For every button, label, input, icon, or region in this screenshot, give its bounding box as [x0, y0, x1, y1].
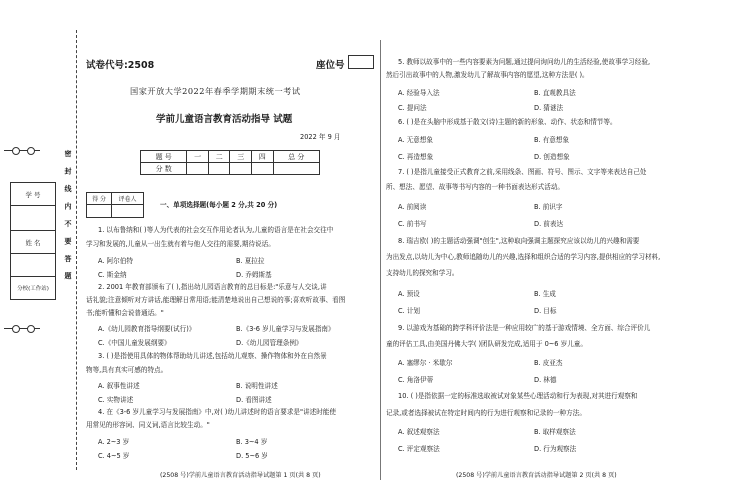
seal-line	[76, 30, 77, 470]
student-info-table	[10, 182, 56, 300]
option-a[interactable]: A. 塞缪尔 · 米歇尔	[398, 359, 453, 367]
score-cell[interactable]	[252, 163, 274, 175]
option-a[interactable]: A. 叙述观察法	[398, 428, 440, 436]
grader-name-label: 评卷人	[112, 193, 144, 205]
course-title: 学前儿童语言教育活动指导 试题	[156, 114, 293, 125]
question-text: 10. ( )是指依据一定的标准选取被试对象某些心理活动和行为表现,对其进行观察和	[398, 392, 638, 400]
option-d[interactable]: D. 创造想象	[534, 153, 570, 161]
option-b[interactable]: B. 夏拉拉	[236, 257, 265, 265]
option-a[interactable]: A. 阿尔伯特	[98, 257, 133, 265]
student-name-label: 姓 名	[11, 231, 56, 254]
option-d[interactable]: D. 看图讲述	[236, 396, 272, 404]
page-footer-right: (2508 号)学前儿童语言教育活动指导试题第 2 页(共 8 页)	[456, 472, 617, 479]
score-cell: 二	[208, 151, 230, 163]
score-table	[140, 150, 320, 175]
grader-score-label: 得 分	[87, 193, 112, 205]
option-a[interactable]: A. 2~3 岁	[98, 438, 130, 446]
score-cell: 总 分	[273, 151, 319, 163]
page-footer-left: (2508 号)学前儿童语言教育活动指导试题第 1 页(共 8 页)	[160, 472, 321, 479]
question-text: 4. 在《3-6 岁儿童学习与发展指南》中,对( )幼儿讲述时的语言要求是"讲述时能使	[98, 408, 337, 416]
question-text: 然后引出故事中的人物,激发幼儿了解故事内容的愿望,这种方法是( )。	[386, 71, 589, 79]
option-d[interactable]: D. 行为观察法	[534, 445, 577, 453]
score-cell: 题 号	[141, 151, 187, 163]
score-cell: 分 数	[141, 163, 187, 175]
question-text: 6. ( )是在头脑中形成基于散文(诗)主题的新的形象、动作、状态和情节等。	[398, 118, 617, 126]
score-cell: 三	[230, 151, 252, 163]
option-c[interactable]: C. 斯金纳	[98, 271, 127, 279]
university-title: 国家开放大学2022年春季学期期末统一考试	[130, 86, 301, 96]
question-text: 5. 教师以故事中的一些内容要素为问题,通过提问询问幼儿的生活经验,使故事学习经验,	[398, 58, 651, 66]
score-cell[interactable]	[208, 163, 230, 175]
option-b[interactable]: B. 皮亚杰	[534, 359, 563, 367]
option-b[interactable]: B. 说明性讲述	[236, 382, 278, 390]
question-text: 童的评估工具,由美国丹佛大学( )团队研发完成,适用于 0~6 岁儿童。	[386, 340, 587, 348]
option-b[interactable]: B. 直观教具法	[534, 89, 576, 97]
score-cell: 四	[252, 151, 274, 163]
question-text: 2. 2001 年教育部颁布了( ),指出幼儿园语言教育的总目标是:"乐意与人交谈,讲	[98, 283, 327, 291]
branch-label: 分校(工作站)	[11, 277, 56, 300]
score-cell: 一	[187, 151, 209, 163]
question-text: 9. 以游戏为基础的跨学科评价法是一种应用较广的基于游戏情境、全方面、综合评价儿	[398, 324, 651, 332]
score-header-row	[141, 151, 320, 163]
question-text: 书;能听懂和会说普通话。"	[86, 309, 164, 317]
grader-name-field[interactable]	[112, 205, 144, 218]
question-text: 支持幼儿的探究和学习。	[386, 269, 459, 277]
option-d[interactable]: D. 乔姆斯基	[236, 271, 272, 279]
option-c[interactable]: C. 评定观察法	[398, 445, 440, 453]
grader-score-field[interactable]	[87, 205, 112, 218]
option-b[interactable]: B. 生成	[534, 290, 556, 298]
student-id-field[interactable]	[11, 206, 56, 231]
exam-code: 试卷代号:2508	[86, 60, 155, 71]
question-text: 记录,或者选择被试在特定时间内的行为进行观察和记录的一种方法。	[386, 409, 586, 417]
question-text: 7. ( )是指儿童接受正式教育之前,采用线条、图画、符号、图示、文字等来表达自己处	[398, 168, 647, 176]
option-a[interactable]: A. 无意想象	[398, 136, 433, 144]
option-c[interactable]: C. 计划	[398, 307, 420, 315]
option-d[interactable]: D. 猜谜法	[534, 104, 564, 112]
option-c[interactable]: C. 再造想象	[398, 153, 434, 161]
question-text: 所、想法、愿望、故事等书写内容的一种书面表达形式活动。	[386, 183, 565, 191]
option-a[interactable]: A. 叙事性讲述	[98, 382, 140, 390]
section1-title: 一、单项选择题(每小题 2 分,共 20 分)	[160, 201, 278, 209]
score-value-row	[141, 163, 320, 175]
option-a[interactable]: A. 预设	[398, 290, 420, 298]
question-text: 8. 瑞吉欧( )的主题活动强调"创生",这种取向强调主题探究应该以幼儿的兴趣和需要	[398, 237, 640, 245]
option-d[interactable]: D. 林德	[534, 376, 557, 384]
option-d[interactable]: D.《幼儿园管理条例》	[236, 339, 303, 347]
binding-hole	[12, 325, 20, 333]
score-cell[interactable]	[230, 163, 252, 175]
student-name-field[interactable]	[11, 254, 56, 277]
option-b[interactable]: B. 取样观察法	[534, 428, 576, 436]
question-text: 话礼貌;注意倾听对方讲话,能理解日常用语;能清楚地说出自己想说的事;喜欢听故事、看图	[86, 296, 346, 304]
question-text: 为出发点,以幼儿为中心,教师追随幼儿的兴趣,选择和组织合适的学习内容,提供相应的学习材料,	[386, 253, 661, 261]
option-a[interactable]: A. 经验导入法	[398, 89, 440, 97]
question-text: 1. 以布鲁纳和( )等人为代表的社会交互作用论者认为,儿童的语言是在社会交往中	[98, 226, 334, 234]
option-d[interactable]: D. 前表达	[534, 220, 564, 228]
option-d[interactable]: D. 目标	[534, 307, 557, 315]
binding-hole	[12, 147, 20, 155]
question-text: 用常见的形容词、同义词,语言比较生动。"	[86, 421, 210, 429]
binding-hole	[27, 147, 35, 155]
question-text: 3. ( )是指使用具体的物体帮助幼儿讲述,包括幼儿观察、操作物体和外在自然景	[98, 352, 327, 360]
option-a[interactable]: A.《幼儿园教育指导纲要(试行)》	[98, 325, 196, 333]
binding-hole	[27, 325, 35, 333]
page-divider	[380, 40, 381, 480]
student-id-label: 学 号	[11, 183, 56, 206]
option-c[interactable]: C. 4~5 岁	[98, 452, 130, 460]
option-b[interactable]: B. 有意想象	[534, 136, 570, 144]
option-b[interactable]: B.《3-6 岁儿童学习与发展指南》	[236, 325, 335, 333]
option-a[interactable]: A. 前阅读	[398, 203, 427, 211]
score-cell[interactable]	[187, 163, 209, 175]
seat-label: 座位号	[316, 60, 345, 71]
option-b[interactable]: B. 前识字	[534, 203, 563, 211]
seal-line-text-inner: 密 封 线 内 不 要 答 题	[64, 150, 72, 284]
option-c[interactable]: C.《中国儿童发展纲要》	[98, 339, 171, 347]
option-b[interactable]: B. 3~4 岁	[236, 438, 268, 446]
option-d[interactable]: D. 5~6 岁	[236, 452, 268, 460]
grader-box	[86, 192, 144, 218]
option-c[interactable]: C. 提问法	[398, 104, 427, 112]
option-c[interactable]: C. 前书写	[398, 220, 427, 228]
seat-number-box[interactable]	[348, 55, 374, 69]
question-text: 学习和发展的,儿童从一出生就有着与他人交往的需要,期待说话。	[86, 240, 275, 248]
option-c[interactable]: C. 角洛伊蒂	[398, 376, 434, 384]
score-cell[interactable]	[273, 163, 319, 175]
question-text: 物等,具有真实可感的特点。	[86, 366, 168, 374]
option-c[interactable]: C. 实物讲述	[98, 396, 134, 404]
exam-date: 2022 年 9 月	[300, 133, 341, 141]
